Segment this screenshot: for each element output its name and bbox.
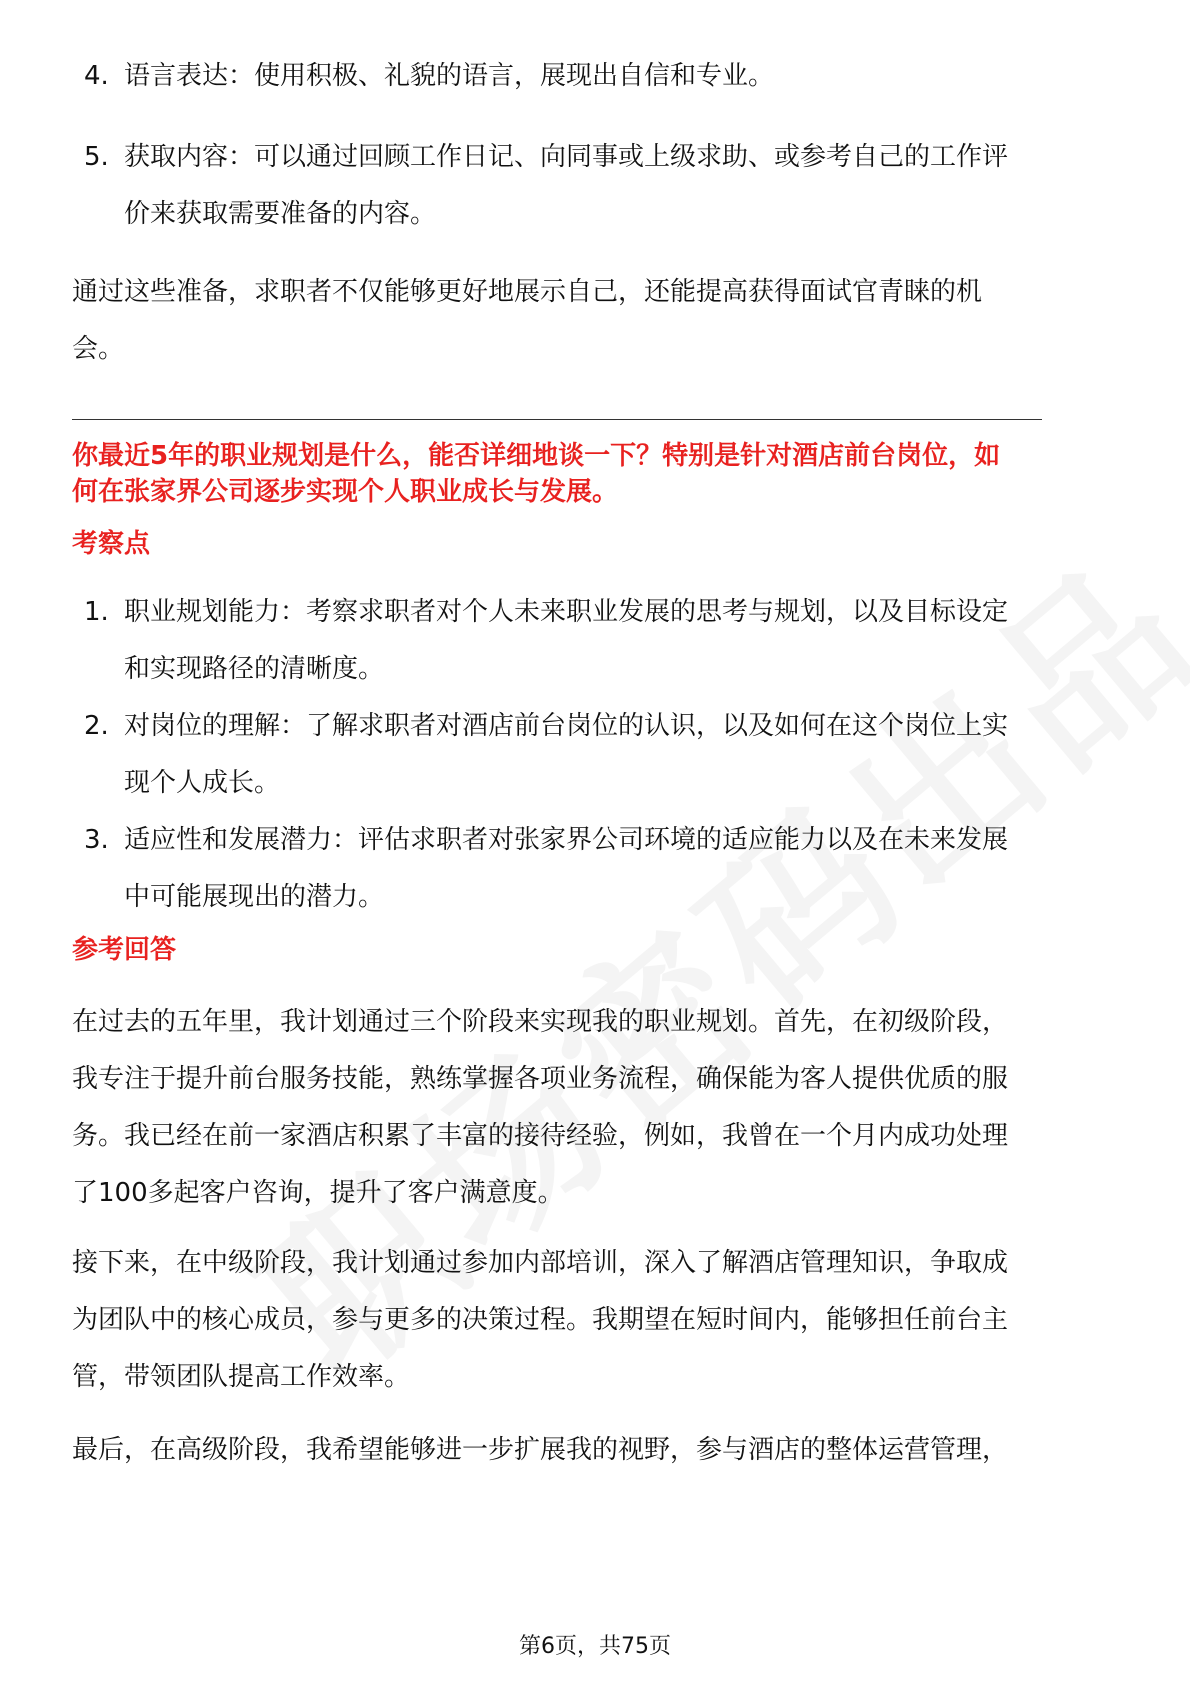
section-divider bbox=[72, 419, 1042, 420]
examination-heading: 考察点 bbox=[72, 529, 151, 559]
list-number: 2. bbox=[84, 711, 109, 741]
list-line: 价来获取需要准备的内容。 bbox=[124, 199, 437, 229]
list-item bbox=[72, 48, 1122, 105]
top-list bbox=[72, 48, 1122, 243]
list-line: 获取内容：可以通过回顾工作日记、向同事或上级求助、或参考自己的工作评 bbox=[124, 142, 1009, 172]
list-line: 中可能展现出的潜力。 bbox=[124, 882, 385, 912]
answer-heading: 参考回答 bbox=[72, 935, 177, 965]
paragraph-line: 会。 bbox=[72, 334, 125, 364]
list-number: 3. bbox=[84, 825, 109, 855]
paragraph-line: 了100多起客户咨询，提升了客户满意度。 bbox=[72, 1178, 564, 1208]
list-line: 语言表达：使用积极、礼貌的语言，展现出自信和专业。 bbox=[124, 61, 775, 91]
paragraph-line: 通过这些准备，求职者不仅能够更好地展示自己，还能提高获得面试官青睐的机 bbox=[72, 277, 983, 307]
question-line: 何在张家界公司逐步实现个人职业成长与发展。 bbox=[72, 477, 619, 507]
answer-paragraph bbox=[72, 1235, 1122, 1406]
paragraph-line: 我专注于提升前台服务技能，熟练掌握各项业务流程，确保能为客人提供优质的服 bbox=[72, 1064, 1009, 1094]
list-line: 适应性和发展潜力：评估求职者对张家界公司环境的适应能力以及在未来发展 bbox=[124, 825, 1009, 855]
list-item bbox=[72, 584, 1122, 698]
list-number: 1. bbox=[84, 597, 109, 627]
list-line: 对岗位的理解：了解求职者对酒店前台岗位的认识，以及如何在这个岗位上实 bbox=[124, 711, 1009, 741]
paragraph-line: 接下来，在中级阶段，我计划通过参加内部培训，深入了解酒店管理知识，争取成 bbox=[72, 1248, 1009, 1278]
list-line: 现个人成长。 bbox=[124, 768, 281, 798]
page-number-footer: 第6页，共75页 bbox=[519, 1634, 671, 1659]
answer-paragraph bbox=[72, 1422, 1122, 1479]
list-line: 和实现路径的清晰度。 bbox=[124, 654, 385, 684]
question-line: 你最近5年的职业规划是什么，能否详细地谈一下？特别是针对酒店前台岗位，如 bbox=[72, 441, 1001, 471]
paragraph-line: 务。我已经在前一家酒店积累了丰富的接待经验，例如，我曾在一个月内成功处理 bbox=[72, 1121, 1009, 1151]
list-item bbox=[72, 129, 1122, 243]
paragraph-line: 管，带领团队提高工作效率。 bbox=[72, 1362, 411, 1392]
list-number: 4. bbox=[84, 61, 109, 91]
interview-question bbox=[72, 438, 1122, 510]
paragraph-line: 为团队中的核心成员，参与更多的决策过程。我期望在短时间内，能够担任前台主 bbox=[72, 1305, 1009, 1335]
list-item bbox=[72, 812, 1122, 926]
list-line: 职业规划能力：考察求职者对个人未来职业发展的思考与规划，以及目标设定 bbox=[124, 597, 1009, 627]
paragraph-line: 在过去的五年里，我计划通过三个阶段来实现我的职业规划。首先，在初级阶段， bbox=[72, 1007, 1009, 1037]
answer-paragraph bbox=[72, 994, 1122, 1222]
examination-list bbox=[72, 584, 1122, 926]
list-number: 5. bbox=[84, 142, 109, 172]
list-item bbox=[72, 698, 1122, 812]
paragraph-line: 最后，在高级阶段，我希望能够进一步扩展我的视野，参与酒店的整体运营管理， bbox=[72, 1435, 1009, 1465]
closing-paragraph bbox=[72, 264, 1122, 378]
